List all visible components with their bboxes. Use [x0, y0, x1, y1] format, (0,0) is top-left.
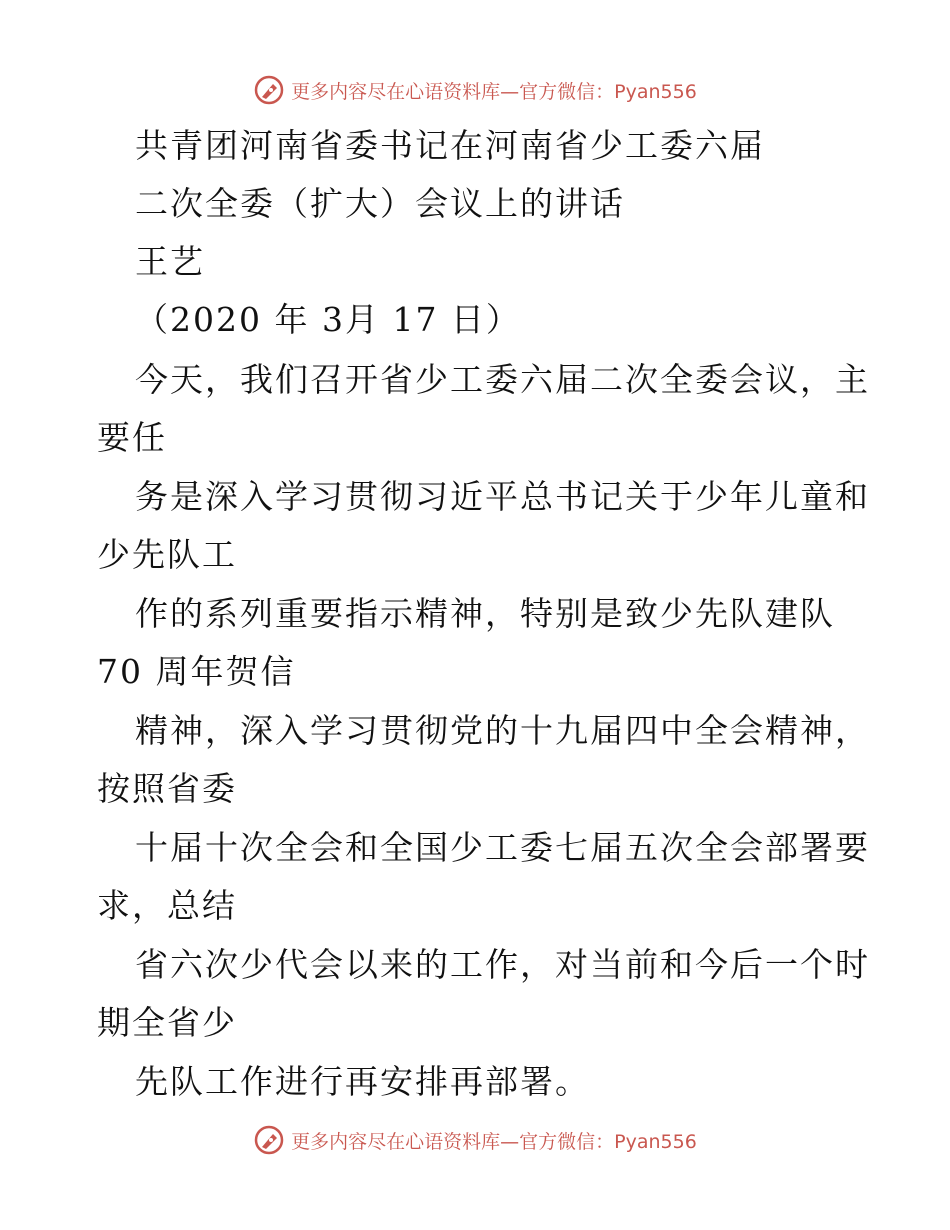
body-line: 省六次少代会以来的工作，对当前和今后一个时 [135, 945, 870, 984]
body-line: 70 周年贺信 [97, 652, 296, 691]
body-line: 精神，深入学习贯彻党的十九届四中全会精神， [135, 711, 870, 750]
body-line: 少先队工 [97, 535, 237, 574]
body-line: 今天，我们召开省少工委六届二次全委会议，主 [135, 360, 870, 399]
body-line: 作的系列重要指示精神，特别是致少先队建队 [135, 594, 835, 633]
body-line: 求，总结 [97, 886, 237, 925]
speaker-name: 王艺 [135, 242, 205, 281]
body-line: 要任 [97, 418, 167, 457]
pen-nib-logo-icon [253, 74, 285, 106]
pen-nib-logo-icon [253, 1124, 285, 1156]
speech-date: （2020 年 3月 17 日） [135, 300, 521, 339]
body-line: 十届十次全会和全国少工委七届五次全会部署要 [135, 828, 870, 867]
footer-watermark-text: 更多内容尽在心语资料库—官方微信：Pyan556 [291, 1130, 697, 1153]
document-title-line-1: 共青团河南省委书记在河南省少工委六届 [135, 126, 765, 165]
body-line: 期全省少 [97, 1003, 237, 1042]
header-watermark-banner [0, 72, 950, 108]
footer-watermark-banner [0, 1122, 950, 1158]
document-title-line-2: 二次全委（扩大）会议上的讲话 [135, 184, 625, 223]
header-watermark-text: 更多内容尽在心语资料库—官方微信：Pyan556 [291, 80, 697, 103]
body-line: 务是深入学习贯彻习近平总书记关于少年儿童和 [135, 477, 870, 516]
body-line: 按照省委 [97, 769, 237, 808]
body-line: 先队工作进行再安排再部署。 [135, 1062, 590, 1101]
